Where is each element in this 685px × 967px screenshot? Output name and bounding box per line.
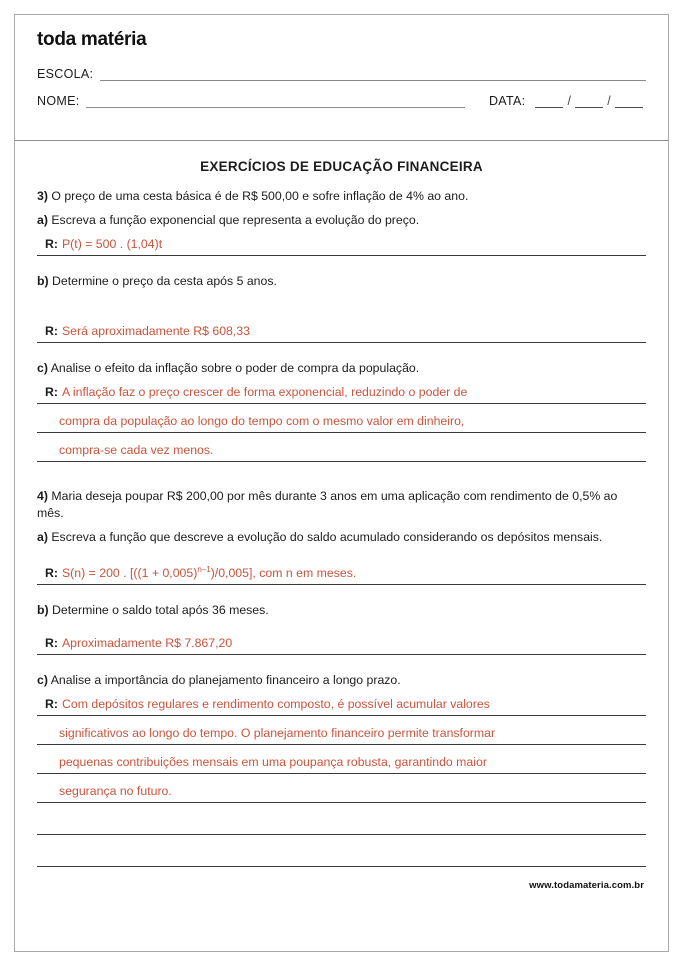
worksheet-header: [15, 15, 668, 141]
date-separator-1: /: [567, 94, 572, 108]
question-item-prompt: [37, 273, 646, 290]
answer-line[interactable]: [37, 413, 646, 433]
answer-text: Será aproximadamente R$ 608,33: [61, 324, 250, 338]
formula-exponent: n–1: [197, 565, 211, 574]
blank-answer-line[interactable]: [37, 844, 646, 867]
question-number: 3): [37, 189, 48, 203]
blank-answer-line[interactable]: [37, 812, 646, 835]
school-label: ESCOLA:: [37, 67, 94, 81]
answer-text: compra da população ao longo do tempo com o mesmo valor em dinheiro,: [59, 414, 465, 428]
answer-text: P(t) = 500 . (1,04)t: [61, 237, 163, 251]
answer-line[interactable]: [37, 236, 646, 256]
spacer: [37, 404, 646, 413]
answer-text: significativos ao longo do tempo. O planejamento financeiro permite transformar: [59, 726, 496, 741]
answer-text: A inflação faz o preço crescer de forma exponencial, reduzindo o poder de: [61, 385, 468, 399]
question-item-prompt: [37, 212, 646, 229]
question-text: Maria deseja poupar R$ 200,00 por mês durante 3 anos em uma aplicação com rendimento de 0,5% ao mês.: [37, 489, 618, 520]
answer-text: Com depósitos regulares e rendimento composto, é possível acumular valores: [61, 697, 490, 712]
item-letter: b): [37, 603, 49, 618]
answer-line[interactable]: [37, 754, 646, 774]
answer-text: [62, 566, 356, 580]
spacer: [37, 256, 646, 273]
answer-line[interactable]: [37, 384, 646, 404]
answer-line[interactable]: [37, 783, 646, 803]
item-text: Escreva a função que descreve a evolução do saldo acumulado considerando os depósitos mensais.: [51, 530, 603, 544]
name-label: NOME:: [37, 94, 80, 108]
answer-line[interactable]: [37, 635, 646, 655]
spacer: [37, 803, 646, 812]
answer-text: Aproximadamente R$ 7.867,20: [61, 636, 233, 651]
answer-text: compra-se cada vez menos.: [59, 443, 214, 457]
answer-line[interactable]: [37, 562, 646, 585]
answer-text: segurança no futuro.: [59, 784, 172, 799]
spacer: [37, 716, 646, 725]
item-letter: b): [37, 274, 49, 288]
spacer: [37, 462, 646, 488]
spacer: [37, 655, 646, 672]
spacer: [37, 745, 646, 754]
answer-line[interactable]: [37, 442, 646, 462]
name-input[interactable]: [86, 95, 464, 108]
date-month-input[interactable]: [575, 96, 603, 108]
school-field-row: [37, 67, 646, 81]
footer-url: www.todamateria.com.br: [529, 880, 644, 892]
spacer: [37, 553, 646, 562]
spacer: [37, 343, 646, 360]
item-text: Analise a importância do planejamento financeiro a longo prazo.: [50, 673, 401, 688]
brand-logo: toda matéria: [37, 29, 147, 50]
spacer: [37, 433, 646, 442]
spacer: [37, 774, 646, 783]
question-stem: [37, 188, 646, 205]
date-label: DATA:: [488, 94, 526, 108]
answer-tag: R:: [45, 385, 58, 399]
question-item-prompt: [37, 360, 646, 377]
answer-line[interactable]: [37, 725, 646, 745]
name-date-field-row: [37, 94, 646, 108]
spacer: [37, 585, 646, 602]
answer-tag: R:: [45, 237, 58, 251]
page-title: EXERCÍCIOS DE EDUCAÇÃO FINANCEIRA: [200, 159, 483, 174]
spacer: [37, 835, 646, 844]
item-text: Determine o saldo total após 36 meses.: [52, 603, 269, 618]
item-letter: c): [37, 673, 48, 688]
item-letter: a): [37, 530, 48, 544]
answer-tag: R:: [45, 566, 58, 581]
answer-text: pequenas contribuições mensais em uma poupança robusta, garantindo maior: [59, 755, 487, 770]
formula-suffix: )/0,005], com n em meses.: [210, 566, 357, 581]
spacer: [37, 297, 646, 323]
answer-tag: R:: [45, 697, 58, 712]
question-item-prompt: [37, 529, 646, 546]
worksheet-body: [15, 141, 668, 891]
date-separator-2: /: [607, 94, 611, 108]
worksheet-page: [14, 14, 669, 952]
school-input[interactable]: [100, 68, 646, 81]
question-number: 4): [37, 489, 48, 503]
date-field-group: [489, 94, 646, 108]
date-year-input[interactable]: [615, 96, 643, 108]
item-letter: a): [37, 213, 48, 227]
item-text: Analise o efeito da inflação sobre o poder de compra da população.: [50, 361, 420, 375]
question-stem: [37, 488, 646, 522]
answer-line[interactable]: [37, 696, 646, 716]
answer-line[interactable]: [37, 323, 646, 343]
answer-tag: R:: [45, 636, 58, 651]
spacer: [37, 626, 646, 635]
answer-tag: R:: [45, 324, 58, 338]
question-item-prompt: [37, 602, 646, 619]
item-text: Determine o preço da cesta após 5 anos.: [52, 274, 277, 288]
item-text: Escreva a função exponencial que representa a evolução do preço.: [51, 213, 420, 227]
date-day-input[interactable]: [535, 96, 563, 108]
question-text: O preço de uma cesta básica é de R$ 500,00 e sofre inflação de 4% ao ano.: [51, 189, 469, 203]
formula-prefix: S(n) = 200 . [((1 + 0,005): [61, 566, 198, 581]
item-letter: c): [37, 361, 48, 375]
question-item-prompt: [37, 672, 646, 689]
